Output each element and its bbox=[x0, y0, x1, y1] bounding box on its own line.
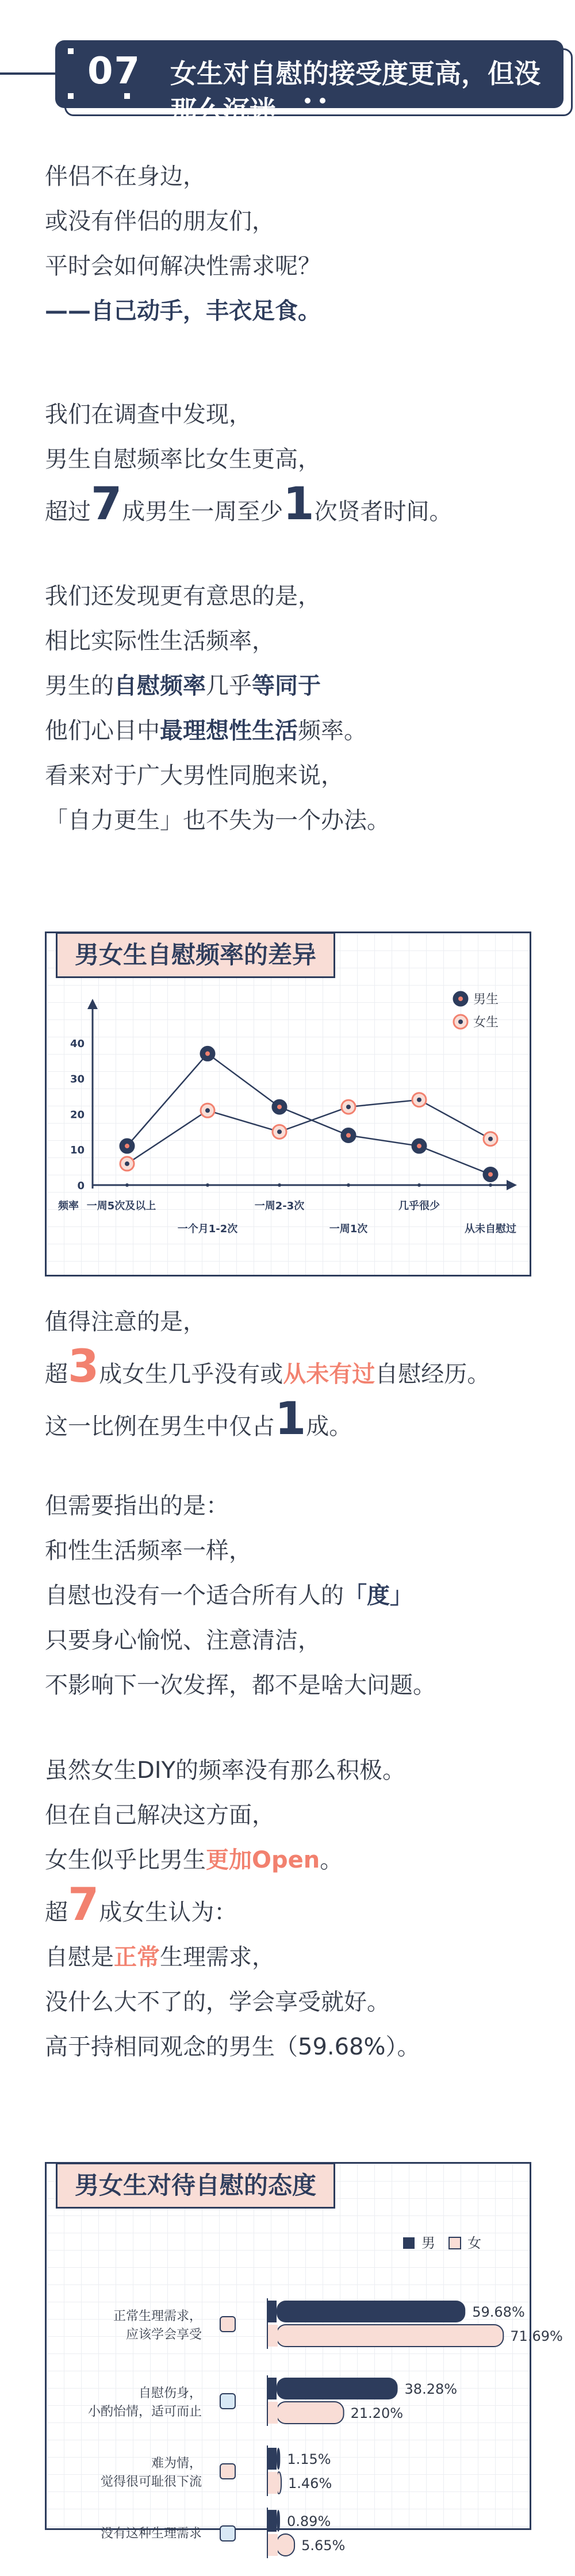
text-line: 自慰是正常生理需求， bbox=[45, 1944, 275, 1971]
data-point-male-dot bbox=[346, 1133, 351, 1138]
row-marker-icon bbox=[220, 2464, 235, 2479]
y-tick-label: 0 bbox=[77, 1180, 85, 1192]
legend-swatch-female bbox=[449, 2237, 461, 2249]
x-tick bbox=[125, 1183, 129, 1187]
legend-label-male: 男生 bbox=[473, 992, 499, 1007]
x-tick-label: 一周1次 bbox=[329, 1223, 368, 1235]
x-tick bbox=[278, 1183, 281, 1187]
bar-female-base bbox=[267, 2402, 278, 2424]
legend-label-male: 男 bbox=[421, 2235, 435, 2251]
legend-label-female: 女 bbox=[467, 2235, 481, 2251]
text-line: 平时会如何解决性需求呢？ bbox=[45, 253, 321, 279]
paragraph-attitude bbox=[45, 1748, 420, 2069]
header-square-icon bbox=[124, 93, 130, 99]
row-marker-icon bbox=[220, 2394, 235, 2409]
data-point-female-dot bbox=[488, 1137, 493, 1141]
data-point-female-dot bbox=[417, 1098, 421, 1102]
section-number: 07 bbox=[87, 50, 141, 93]
chart-title: 男女生对待自慰的态度 bbox=[56, 2163, 335, 2209]
bar-value-male: 59.68% bbox=[472, 2304, 525, 2320]
text-line: 或没有伴侣的朋友们， bbox=[45, 208, 275, 235]
legend-label-female: 女生 bbox=[473, 1015, 499, 1030]
text-line: 但需要指出的是： bbox=[45, 1493, 229, 1519]
y-axis-label: 频率 bbox=[58, 1200, 79, 1212]
header-dot-icon bbox=[320, 98, 325, 103]
data-point-male-dot bbox=[125, 1144, 129, 1148]
text-line: 但在自己解决这方面， bbox=[45, 1802, 275, 1828]
data-point-female-dot bbox=[205, 1108, 210, 1113]
text-line: 伴侣不在身边， bbox=[45, 163, 206, 190]
row-label: 小酌怡情，适可而止 bbox=[87, 2405, 202, 2419]
header-dot-icon bbox=[305, 98, 310, 103]
y-tick-label: 20 bbox=[70, 1109, 85, 1121]
text-line: 女生似乎比男生更加Open。 bbox=[45, 1847, 343, 1873]
text-line: 超7成女生认为： bbox=[45, 1879, 237, 1931]
bar-value-male: 38.28% bbox=[404, 2381, 458, 2397]
text-line: 自慰也没有一个适合所有人的「度」 bbox=[45, 1582, 413, 1609]
text-line: 值得注意的是， bbox=[45, 1309, 206, 1335]
text-line: 男生的自慰频率几乎等同于 bbox=[45, 673, 321, 699]
data-point-female-dot bbox=[125, 1162, 129, 1166]
bar-value-female: 71.69% bbox=[510, 2328, 563, 2344]
text-line-emphasis: ——自己动手，丰衣足食。 bbox=[45, 298, 321, 324]
legend-marker-female-dot bbox=[458, 1019, 463, 1024]
y-axis-arrow bbox=[87, 999, 98, 1009]
header-bar bbox=[55, 40, 564, 126]
x-tick-label: 几乎很少 bbox=[398, 1200, 440, 1212]
legend-marker-male-dot bbox=[458, 996, 463, 1001]
paragraph-intro bbox=[45, 154, 321, 334]
row-label: 没有这种生理需求 bbox=[100, 2527, 202, 2541]
text-line: 他们心目中最理想性生活频率。 bbox=[45, 718, 367, 744]
row-marker-icon bbox=[220, 2526, 235, 2541]
y-tick-label: 10 bbox=[70, 1144, 85, 1157]
data-point-male-dot bbox=[417, 1144, 421, 1148]
bar-male bbox=[277, 2448, 280, 2470]
text-line: 男生自慰频率比女生更高， bbox=[45, 446, 321, 473]
row-label: 正常生理需求， bbox=[113, 2309, 202, 2324]
text-line: 我们在调查中发现， bbox=[45, 401, 252, 428]
text-line: 虽然女生DIY的频率没有那么积极。 bbox=[45, 1757, 406, 1784]
row-label: 应该学会享受 bbox=[125, 2328, 202, 2342]
bar-male-base bbox=[267, 2378, 277, 2399]
data-point-male-dot bbox=[277, 1105, 282, 1109]
line-chart bbox=[47, 933, 530, 1275]
x-tick-label: 一个月1-2次 bbox=[177, 1223, 238, 1235]
x-tick-label: 一周2-3次 bbox=[254, 1200, 305, 1212]
bar-female bbox=[277, 2534, 294, 2556]
bar-male bbox=[277, 2378, 398, 2399]
highlight-number: 7 bbox=[91, 478, 122, 530]
chart-title: 男女生自慰频率的差异 bbox=[56, 932, 335, 978]
paragraph-findings bbox=[45, 574, 390, 843]
x-tick bbox=[489, 1183, 492, 1187]
data-point-male-dot bbox=[205, 1051, 210, 1056]
row-label: 难为情， bbox=[151, 2456, 202, 2471]
text-line: 我们还发现更有意思的是， bbox=[45, 583, 321, 610]
bar-chart-card bbox=[45, 2162, 563, 2554]
highlight-number: 1 bbox=[283, 478, 315, 530]
bar-value-male: 1.15% bbox=[287, 2451, 331, 2467]
bar-value-female: 21.20% bbox=[350, 2405, 404, 2421]
bar-female bbox=[277, 2402, 344, 2424]
section-header bbox=[34, 40, 564, 126]
bar-male bbox=[277, 2301, 465, 2322]
bar-value-female: 1.46% bbox=[288, 2475, 332, 2491]
text-line: 不影响下一次发挥，都不是啥大问题。 bbox=[45, 1672, 436, 1699]
x-axis-arrow bbox=[507, 1180, 517, 1190]
text-line: 「自力更生」也不失为一个办法。 bbox=[45, 807, 390, 834]
bar-female-base bbox=[267, 2534, 278, 2556]
text-line: 相比实际性生活频率， bbox=[45, 628, 275, 654]
x-tick bbox=[347, 1183, 350, 1187]
header-square-icon bbox=[68, 93, 74, 99]
bar-male bbox=[277, 2510, 280, 2532]
header-line bbox=[0, 72, 55, 75]
paragraph-degree bbox=[45, 1483, 436, 1708]
x-tick-label: 一周5次及以上 bbox=[86, 1200, 156, 1212]
header-square-icon bbox=[68, 48, 74, 54]
highlight-number: 3 bbox=[68, 1341, 99, 1393]
bar-female bbox=[277, 2325, 503, 2347]
bar-male-base bbox=[267, 2301, 277, 2322]
x-tick bbox=[417, 1183, 421, 1187]
data-point-male-dot bbox=[488, 1172, 493, 1176]
row-label: 自慰伤身， bbox=[138, 2386, 202, 2401]
series-line-female bbox=[127, 1100, 490, 1164]
bar-female-base bbox=[267, 2472, 278, 2494]
legend-swatch-male bbox=[403, 2237, 415, 2249]
text-line: 这一比例在男生中仅占1成。 bbox=[45, 1393, 352, 1445]
highlight-number: 1 bbox=[275, 1393, 306, 1445]
row-marker-icon bbox=[220, 2317, 235, 2332]
text-line: 高于持相同观念的男生（59.68%）。 bbox=[45, 2034, 420, 2060]
highlight-number: 7 bbox=[68, 1879, 99, 1931]
bar-chart bbox=[47, 2164, 563, 2554]
y-tick-label: 40 bbox=[70, 1037, 85, 1050]
line-chart-card bbox=[45, 931, 531, 1276]
x-tick-label: 从未自慰过 bbox=[465, 1223, 516, 1235]
series-line-male bbox=[127, 1053, 490, 1174]
section-title: 女生对自慰的接受度更高，但没那么沉迷 bbox=[170, 58, 540, 126]
bar-value-male: 0.89% bbox=[287, 2513, 331, 2529]
text-line: 只要身心愉悦、注意清洁， bbox=[45, 1627, 321, 1654]
text-line: 超3成女生几乎没有或从未有过自慰经历。 bbox=[45, 1341, 490, 1393]
paragraph-female bbox=[45, 1300, 490, 1449]
text-line: 和性生活频率一样， bbox=[45, 1538, 252, 1564]
y-tick-label: 30 bbox=[70, 1073, 85, 1086]
row-label: 觉得很可耻很下流 bbox=[100, 2475, 202, 2489]
bar-female-base bbox=[267, 2325, 278, 2347]
text-line: 超过7成男生一周至少1次贤者时间。 bbox=[45, 478, 453, 530]
data-point-female-dot bbox=[346, 1105, 351, 1109]
bar-male-base bbox=[267, 2510, 277, 2532]
bar-value-female: 5.65% bbox=[301, 2537, 346, 2554]
text-line: 没什么大不了的，学会享受就好。 bbox=[45, 1989, 390, 2015]
text-line: 看来对于广大男性同胞来说， bbox=[45, 762, 344, 789]
data-point-female-dot bbox=[277, 1129, 282, 1134]
x-tick bbox=[206, 1183, 209, 1187]
bar-male-base bbox=[267, 2448, 277, 2470]
paragraph-frequency bbox=[45, 392, 453, 534]
